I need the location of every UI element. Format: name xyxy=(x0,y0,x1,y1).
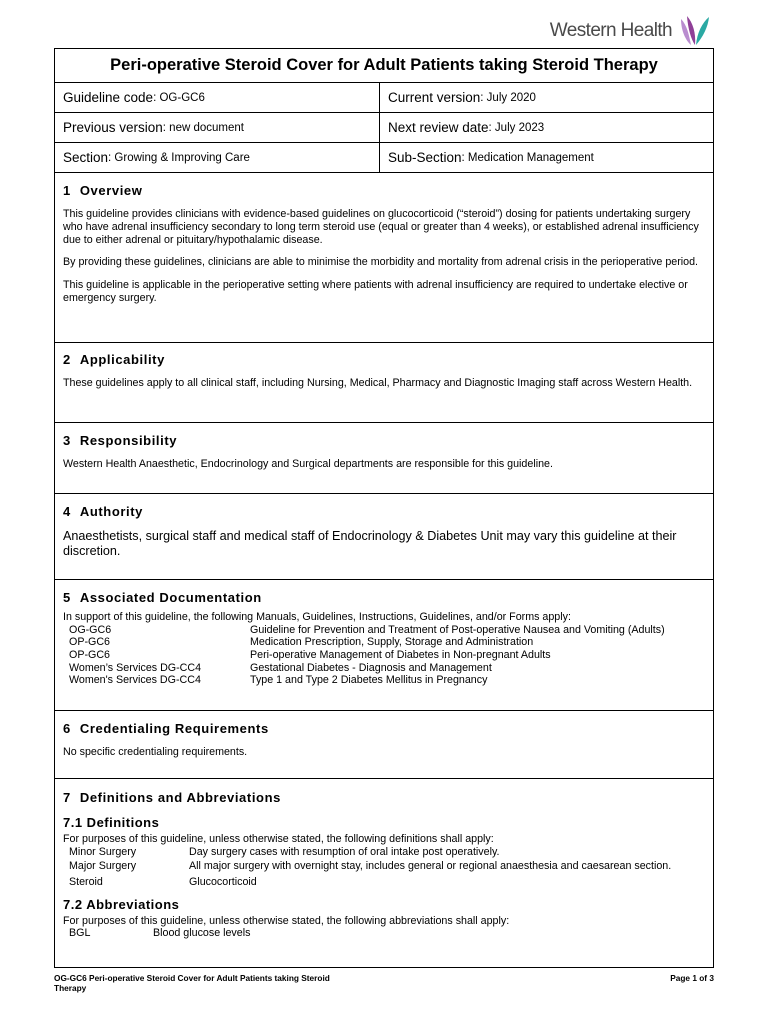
definition-row xyxy=(63,860,705,873)
logo-text: Western Health xyxy=(549,20,672,41)
meta-row-sections xyxy=(55,143,713,173)
section-responsibility xyxy=(55,423,713,494)
section-heading: 5 Associated Documentation xyxy=(63,590,262,605)
credentialing-paragraph: No specific credentialing requirements. xyxy=(63,746,248,758)
section-overview xyxy=(55,173,713,343)
definition-row xyxy=(63,876,705,889)
abbreviations-list xyxy=(63,927,705,940)
documentation-row xyxy=(63,662,705,675)
section-associated-documentation xyxy=(55,580,713,711)
doc-code: OP-GC6 xyxy=(69,648,110,661)
guideline-code-value: : OG-GC6 xyxy=(153,91,205,104)
abbreviation-row xyxy=(63,927,705,940)
section-heading: 6 Credentialing Requirements xyxy=(63,721,269,736)
definition-desc: All major surgery with overnight stay, includes general or regional anaesthesia and caesarean section. xyxy=(189,860,672,873)
subsection-value: : Medication Management xyxy=(461,151,594,164)
section-credentialing xyxy=(55,711,713,779)
definitions-list xyxy=(63,846,705,889)
definition-row xyxy=(63,846,705,859)
section-heading: 2 Applicability xyxy=(63,352,165,367)
documentation-row xyxy=(63,636,705,649)
doc-title: Medication Prescription, Supply, Storage and Administration xyxy=(250,636,534,649)
document-title: Peri-operative Steroid Cover for Adult Patients taking Steroid Therapy xyxy=(55,49,713,83)
next-review-value: : July 2023 xyxy=(488,121,545,134)
next-review-label: Next review date xyxy=(388,120,489,135)
section-label: Section xyxy=(63,150,109,165)
doc-title: Peri-operative Management of Diabetes in Non-pregnant Adults xyxy=(250,648,551,661)
documentation-row xyxy=(63,624,705,637)
section-heading: 1 Overview xyxy=(63,183,143,198)
abbreviation-term: BGL xyxy=(69,927,91,940)
doc-title: Guideline for Prevention and Treatment of Post-operative Nausea and Vomiting (Adults) xyxy=(250,623,665,636)
doc-code: OG-GC6 xyxy=(69,623,112,636)
definitions-subheading: 7.1 Definitions xyxy=(63,815,160,830)
doc-code: Women's Services DG-CC4 xyxy=(69,674,201,687)
authority-paragraph: Anaesthetists, surgical staff and medical staff of Endocrinology & Diabetes Unit may vary this guideline at their discretion. xyxy=(63,529,677,559)
definition-term: Steroid xyxy=(69,875,103,888)
previous-version-label: Previous version xyxy=(63,120,163,135)
document-frame xyxy=(54,48,714,968)
definition-term: Minor Surgery xyxy=(69,845,137,858)
western-health-logo xyxy=(550,14,712,48)
applicability-paragraph: These guidelines apply to all clinical staff, including Nursing, Medical, Pharmacy and Diagnostic Imaging staff across Western Health. xyxy=(63,377,693,389)
section-heading: 4 Authority xyxy=(63,504,144,519)
current-version-label: Current version xyxy=(388,90,481,105)
section-heading: 7 Definitions and Abbreviations xyxy=(63,790,281,805)
footer-page-number: Page 1 of 3 xyxy=(670,973,714,983)
documentation-row xyxy=(63,674,705,687)
subsection-cell xyxy=(380,143,713,172)
previous-version-cell xyxy=(55,113,380,142)
doc-title: Type 1 and Type 2 Diabetes Mellitus in Pregnancy xyxy=(250,674,488,687)
documentation-row xyxy=(63,649,705,662)
overview-paragraph-2: By providing these guidelines, clinicians are able to minimise the morbidity and mortality from adrenal crisis in the perioperative period. xyxy=(63,256,699,269)
overview-paragraph-3: This guideline is applicable in the perioperative setting where patients with adrenal insufficiency are required to undertake elective or emergency surgery. xyxy=(63,279,688,304)
section-definitions xyxy=(55,779,713,967)
definition-desc: Glucocorticoid xyxy=(189,875,257,888)
abbreviations-subheading: 7.2 Abbreviations xyxy=(63,896,180,912)
section-value: : Growing & Improving Care xyxy=(108,151,250,164)
abbreviations-intro: For purposes of this guideline, unless otherwise stated, the following abbreviations shall apply: xyxy=(63,914,510,927)
doc-title: Gestational Diabetes - Diagnosis and Management xyxy=(250,661,492,674)
section-applicability xyxy=(55,343,713,423)
meta-row-versions xyxy=(55,113,713,143)
current-version-cell xyxy=(380,83,713,112)
western-health-logo-icon xyxy=(678,15,712,47)
section-heading: 3 Responsibility xyxy=(63,433,178,448)
next-review-cell xyxy=(380,113,713,142)
definition-term: Major Surgery xyxy=(69,860,137,873)
definitions-intro: For purposes of this guideline, unless otherwise stated, the following definitions shall apply: xyxy=(63,833,494,845)
definition-desc: Day surgery cases with resumption of oral intake post operatively. xyxy=(189,845,500,858)
guideline-code-cell xyxy=(55,83,380,112)
overview-paragraph-1: This guideline provides clinicians with evidence-based guidelines on glucocorticoid (“steroid”) dosing for patients undertaking surgery who have adrenal insufficiency secondary to long term steroid use (equal or greater than 4 weeks), or established adrenal insufficiency due to either adrenal or pituitary/hypothalamic disease. xyxy=(63,208,699,246)
doc-code: OP-GC6 xyxy=(69,636,110,649)
documentation-list xyxy=(63,624,705,687)
doc-code: Women’s Services DG-CC4 xyxy=(69,661,202,674)
subsection-label: Sub-Section xyxy=(388,150,462,165)
responsibility-paragraph: Western Health Anaesthetic, Endocrinology and Surgical departments are responsible for this guideline. xyxy=(63,458,553,470)
section-authority xyxy=(55,494,713,580)
footer-document-title: OG-GC6 Peri-operative Steroid Cover for Adult Patients taking Steroid Therapy xyxy=(54,973,330,993)
current-version-value: : July 2020 xyxy=(480,91,536,104)
abbreviation-desc: Blood glucose levels xyxy=(153,927,251,940)
documentation-intro: In support of this guideline, the following Manuals, Guidelines, Instructions, Guidelines, and/or Forms apply: xyxy=(63,611,571,623)
section-cell xyxy=(55,143,380,172)
page-footer xyxy=(54,973,714,993)
meta-row-codes xyxy=(55,83,713,113)
previous-version-value: : new document xyxy=(162,121,244,134)
guideline-code-label: Guideline code xyxy=(63,90,154,105)
